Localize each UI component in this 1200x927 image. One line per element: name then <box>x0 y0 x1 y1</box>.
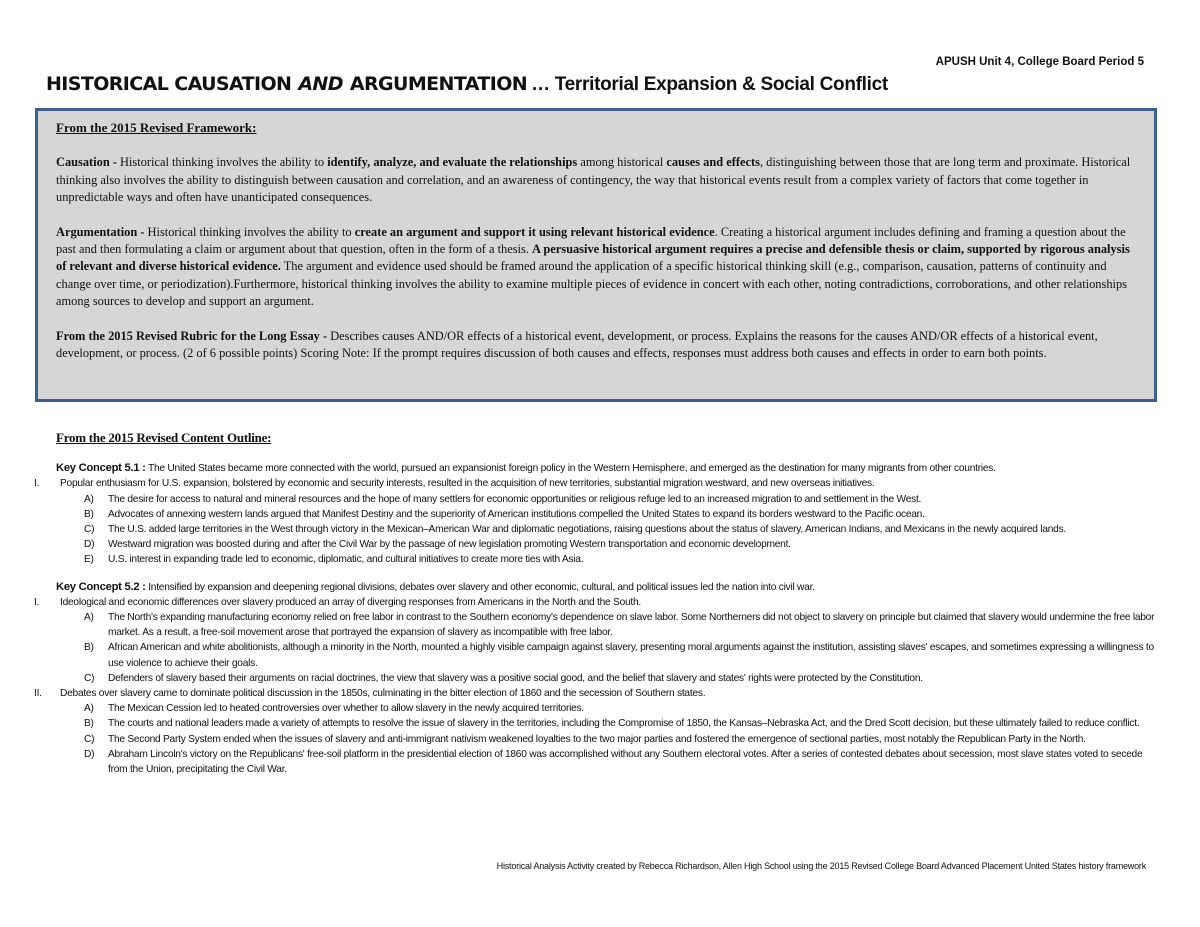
item-letter: B) <box>84 642 94 654</box>
roman-numeral: I. <box>34 478 40 490</box>
outline-heading: From the 2015 Revised Content Outline: <box>56 430 272 445</box>
outline-letter-item <box>56 701 1156 716</box>
page-title <box>46 73 1156 96</box>
item-letter: E) <box>84 554 94 566</box>
roman-text: Debates over slavery came to dominate political discussion in the 1850s, culminating in the bitter election of 1860 and the secession of Southern states. <box>60 688 706 700</box>
item-letter: C) <box>84 733 95 745</box>
unit-label: APUSH Unit 4, College Board Period 5 <box>935 56 1144 68</box>
outline-letter-item <box>56 552 1156 567</box>
item-letter: A) <box>84 703 94 715</box>
rubric-text: Describes causes AND/OR effects of a historical event, development, or process. Explains the reasons for the causes AND/OR effects of a historical event, development, or process. (2 of 6 possible points) Scoring Note: If the prompt requires discussion of both causes and effects, responses must address both causes and effects in order to earn both points. <box>56 328 1098 361</box>
roman-text: Ideological and economic differences over slavery produced an array of diverging responses from Americans in the North and the South. <box>60 596 641 608</box>
key-concept-label: Key Concept 5.2 : <box>56 580 146 593</box>
outline-letter-item <box>56 610 1156 640</box>
causation-text-3: , distinguishing between those that are long term and proximate. Historical thinking also involves the ability to distinguish between causation and correlation, and an awareness of contingency, the way that historical events result from a complex variety of factors that come together in unpredictable ways and often have unanticipated consequences. <box>56 155 1131 205</box>
title-part-causation: HISTORICAL CAUSATION <box>46 73 292 95</box>
content-outline <box>34 430 1156 777</box>
item-letter: B) <box>84 508 94 520</box>
item-letter: C) <box>84 672 95 684</box>
outline-roman-item <box>34 686 1156 701</box>
argumentation-paragraph <box>56 224 1136 311</box>
outline-letter-item <box>56 507 1156 522</box>
item-text: Advocates of annexing western lands argued that Manifest Destiny and the superiority of American institutions compelled the United States to expand its borders westward to the Pacific ocean. <box>108 508 925 520</box>
item-text: The courts and national leaders made a variety of attempts to resolve the issue of slavery in the territories, including the Compromise of 1850, the Kansas–Nebraska Act, and the Dred Scott decision, but these ultimately failed to reduce conflict. <box>108 718 1140 730</box>
causation-text-1: Historical thinking involves the ability to <box>116 155 328 170</box>
item-text: The North's expanding manufacturing economy relied on free labor in contrast to the Southern economy's dependence on slave labor. Some Northerners did not object to slavery on principle but claimed that slavery would undermine the free labor market. As a result, a free-soil movement arose that portrayed the expansion of slavery as incompatible with free labor. <box>108 612 1155 639</box>
outline-letter-item <box>56 716 1156 731</box>
item-text: The Second Party System ended when the issues of slavery and anti-immigrant nativism weakened loyalties to the two major parties and fostered the emergence of sectional parties, most notably the Republican Party in the North. <box>108 733 1086 745</box>
rubric-paragraph <box>56 328 1136 363</box>
item-letter: D) <box>84 748 95 760</box>
title-part-and: AND <box>298 73 343 95</box>
item-letter: A) <box>84 493 94 505</box>
item-text: U.S. interest in expanding trade led to economic, diplomatic, and cultural initiatives to create more ties with Asia. <box>108 554 584 566</box>
item-text: African American and white abolitionists, although a minority in the North, mounted a highly visible campaign against slavery, presenting moral arguments against the institution, assisting slaves' escapes, and sometimes expressing a willingness to use violence to achieve their goals. <box>108 642 1154 669</box>
argumentation-bold-2: A persuasive historical argument requires a precise and defensible thesis or claim, supported by rigorous analysis of relevant and diverse historical evidence. <box>56 242 1130 274</box>
outline-roman-item <box>34 476 1156 491</box>
framework-heading: From the 2015 Revised Framework: <box>56 120 257 135</box>
causation-label: Causation - <box>56 155 117 170</box>
title-part-argumentation: ARGUMENTATION <box>349 73 528 95</box>
argumentation-label: Argumentation - <box>56 224 145 239</box>
argumentation-text-1: Historical thinking involves the ability to <box>144 224 355 239</box>
item-text: Defenders of slavery based their arguments on racial doctrines, the view that slavery was a positive social good, and the belief that slavery and states' rights were protected by the Constitution. <box>108 672 923 684</box>
key-concept-5-2 <box>56 580 1156 595</box>
item-text: The desire for access to natural and mineral resources and the hope of many settlers for economic opportunities or religious refuge led to an increased migration to and settlement in the West. <box>108 493 922 505</box>
key-concept-5-1 <box>56 461 1156 476</box>
key-concept-label: Key Concept 5.1 : <box>56 462 146 475</box>
outline-letter-item <box>56 522 1156 537</box>
argumentation-bold-1: create an argument and support it using relevant historical evidence <box>354 224 715 239</box>
roman-numeral: I. <box>34 596 40 608</box>
causation-bold-1: identify, analyze, and evaluate the relationships <box>327 155 578 170</box>
outline-letter-item <box>56 671 1156 686</box>
argumentation-text-2: . Creating a historical argument includes defining and framing a question about the past and then formulating a claim or argument about that question, often in the form of a thesis. <box>56 224 1126 257</box>
item-text: The U.S. added large territories in the West through victory in the Mexican–American War and diplomatic negotiations, raising questions about the status of slavery, American Indians, and Mexicans in the newly acquired lands. <box>108 524 1066 536</box>
argumentation-text-3: The argument and evidence used should be framed around the application of a specific historical thinking skill (e.g., comparison, causation, patterns of continuity and change over time, or periodization).Furthermore, historical thinking involves the ability to examine multiple pieces of evidence in concert with each other, noting contradictions, corroborations, and other relationships among sources to develop and support an argument. <box>56 259 1127 309</box>
causation-bold-2: causes and effects <box>666 155 760 170</box>
causation-text-2: among historical <box>577 155 667 170</box>
item-letter: D) <box>84 539 95 551</box>
rubric-label: From the 2015 Revised Rubric for the Long Essay - <box>56 328 328 343</box>
item-text: The Mexican Cession led to heated controversies over whether to allow slavery in the newly acquired territories. <box>108 703 584 715</box>
item-text: Abraham Lincoln's victory on the Republicans' free-soil platform in the presidential election of 1860 was accomplished without any Southern electoral votes. After a series of contested debates about secession, most slave states voted to secede from the Union, precipitating the Civil War. <box>108 748 1143 776</box>
roman-numeral: II. <box>34 688 42 700</box>
item-letter: A) <box>84 612 94 624</box>
causation-paragraph <box>56 154 1136 206</box>
framework-box <box>35 108 1157 402</box>
footer-credit: Historical Analysis Activity created by Rebecca Richardson, Allen High School using the 2015 Revised College Board Advanced Placement United States history framework <box>496 861 1146 871</box>
item-text: Westward migration was boosted during and after the Civil War by the passage of new legislation promoting Western transportation and economic development. <box>108 539 791 551</box>
roman-text: Popular enthusiasm for U.S. expansion, bolstered by economic and security interests, resulted in the acquisition of new territories, substantial migration westward, and new overseas initiatives. <box>60 478 875 490</box>
key-concept-text: The United States became more connected with the world, pursued an expansionist foreign policy in the Western Hemisphere, and emerged as the destination for many migrants from other countries. <box>145 463 996 475</box>
outline-letter-item <box>56 537 1156 552</box>
item-letter: C) <box>84 524 95 536</box>
key-concept-text: Intensified by expansion and deepening regional divisions, debates over slavery and other economic, cultural, and political issues led the nation into civil war. <box>145 581 815 593</box>
outline-letter-item <box>56 732 1156 747</box>
outline-letter-item <box>56 640 1156 670</box>
item-letter: B) <box>84 718 94 730</box>
title-subtitle: … Territorial Expansion & Social Conflict <box>531 74 888 95</box>
outline-roman-item <box>34 595 1156 610</box>
outline-letter-item <box>56 492 1156 507</box>
outline-letter-item <box>56 747 1156 777</box>
